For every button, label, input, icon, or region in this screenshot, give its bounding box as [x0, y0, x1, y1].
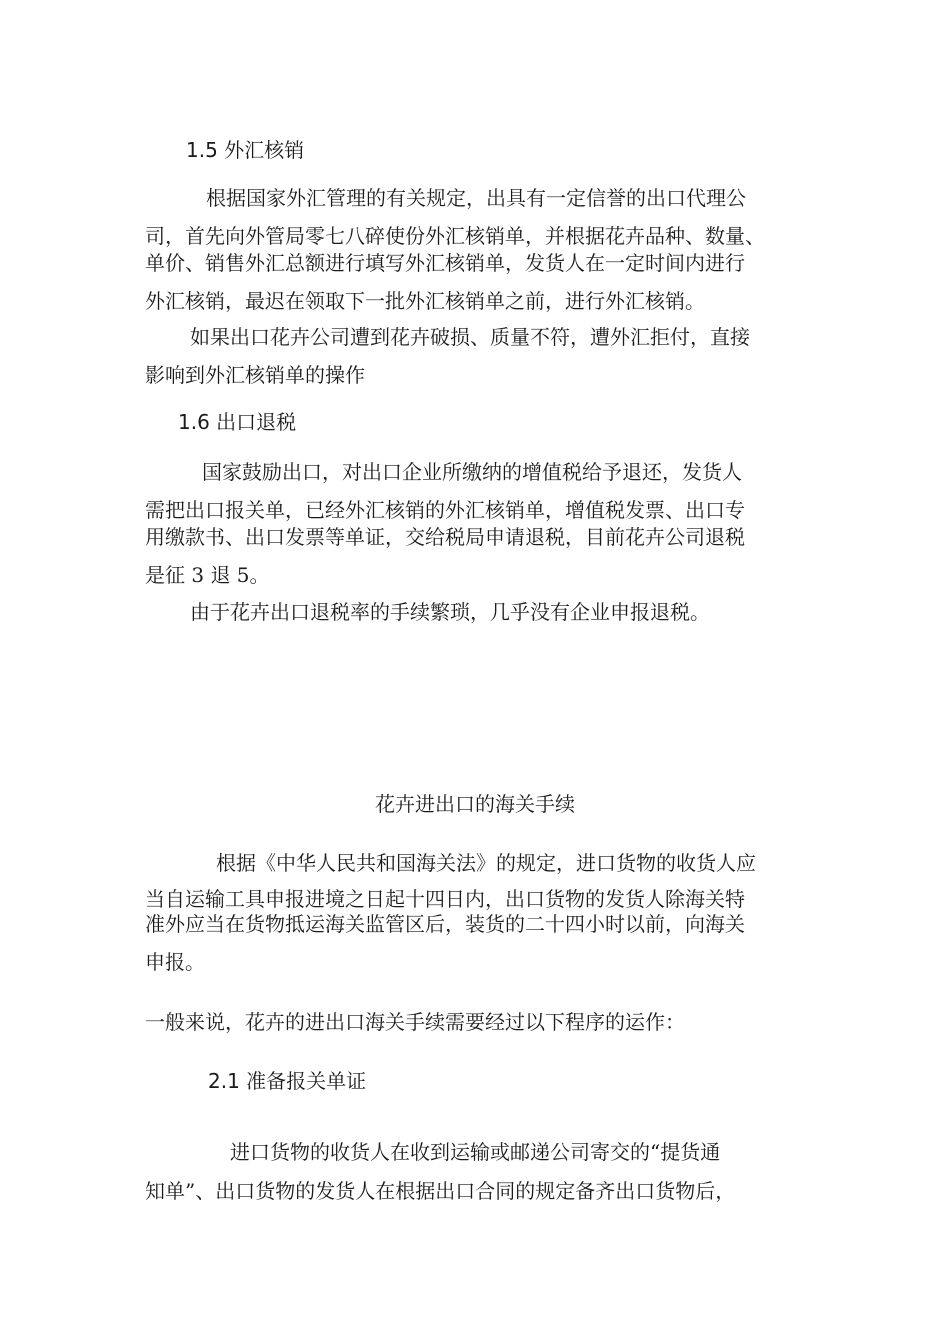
- paragraph-line: 外汇核销，最迟在领取下一批外汇核销单之前，进行外汇核销。: [145, 289, 705, 313]
- paragraph-line: 单价、销售外汇总额进行填写外汇核销单，发货人在一定时间内进行: [145, 251, 745, 275]
- paragraph-line: 由于花卉出口退税率的手续繁琐，几乎没有企业申报退税。: [190, 600, 710, 624]
- paragraph-line: 知单”、出口货物的发货人在根据出口合同的规定备齐出口货物后，: [145, 1179, 736, 1203]
- paragraph-line: 国家鼓励出口，对出口企业所缴纳的增值税给予退还，发货人: [202, 460, 742, 484]
- section-1-5-heading: 1.5 外汇核销: [186, 138, 305, 162]
- customs-title: 花卉进出口的海关手续: [375, 792, 575, 816]
- paragraph-line: 用缴款书、出口发票等单证，交给税局申请退税，目前花卉公司退税: [145, 525, 745, 549]
- paragraph-line: 如果出口花卉公司遭到花卉破损、质量不符，遭外汇拒付，直接: [190, 325, 750, 349]
- paragraph-line: 一般来说，花卉的进出口海关手续需要经过以下程序的运作：: [145, 1010, 685, 1034]
- paragraph-line: 申报。: [145, 950, 205, 974]
- paragraph-line: 根据《中华人民共和国海关法》的规定，进口货物的收货人应: [216, 851, 756, 875]
- section-1-6-heading: 1.6 出口退税: [178, 410, 297, 434]
- paragraph-line: 是征 3 退 5。: [145, 563, 270, 587]
- paragraph-line: 当自运输工具申报进境之日起十四日内，出口货物的发货人除海关特: [145, 887, 745, 911]
- paragraph-line: 司，首先向外管局零七八碎使份外汇核销单，并根据花卉品种、数量、: [145, 224, 765, 248]
- paragraph-line: 进口货物的收货人在收到运输或邮递公司寄交的“提货通: [230, 1140, 721, 1164]
- paragraph-line: 影响到外汇核销单的操作: [145, 363, 365, 387]
- paragraph-line: 需把出口报关单，已经外汇核销的外汇核销单，增值税发票、出口专: [145, 498, 745, 522]
- paragraph-line: 准外应当在货物抵运海关监管区后，装货的二十四小时以前，向海关: [145, 912, 745, 936]
- paragraph-line: 根据国家外汇管理的有关规定，出具有一定信誉的出口代理公: [206, 186, 746, 210]
- section-2-1-heading: 2.1 准备报关单证: [208, 1069, 367, 1093]
